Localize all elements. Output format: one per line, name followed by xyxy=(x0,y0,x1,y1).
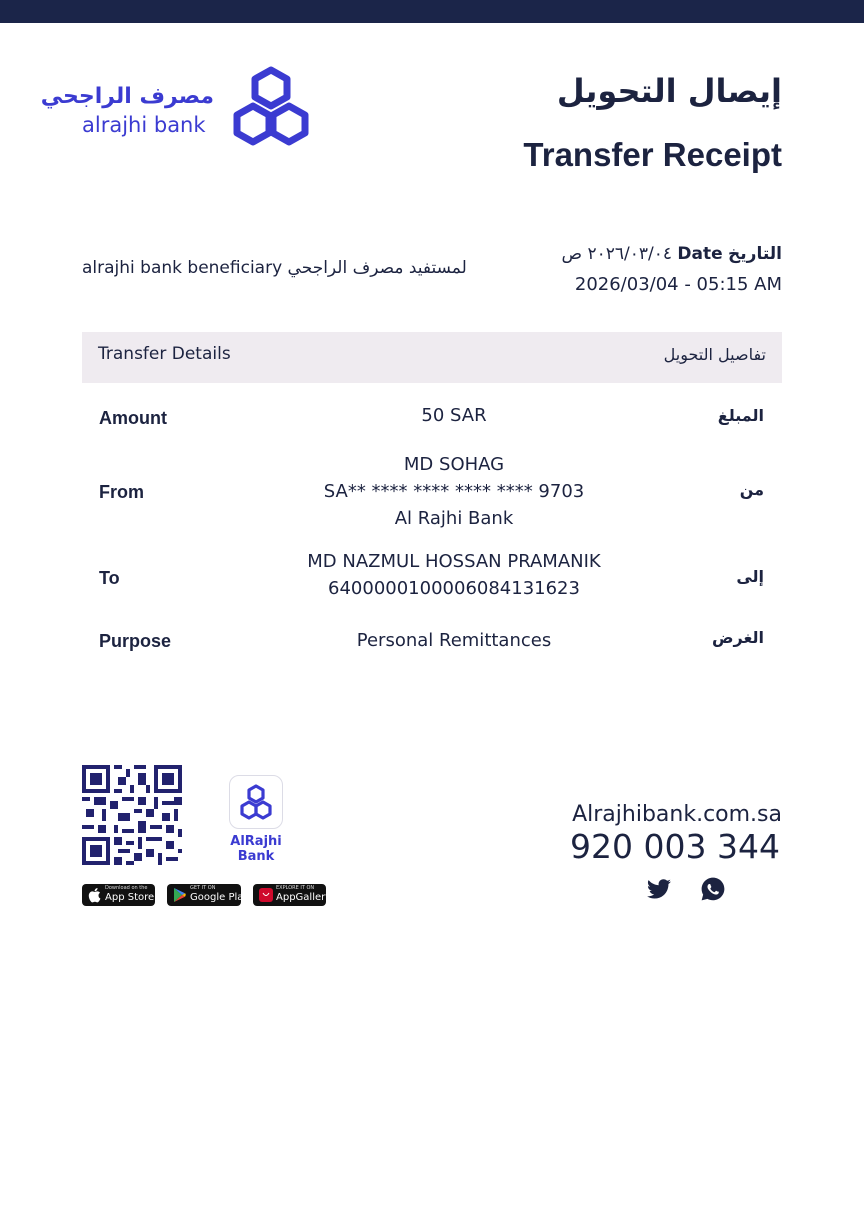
app-gallery-button[interactable] xyxy=(253,884,332,906)
date-label-ar: التاريخ xyxy=(728,244,782,264)
purpose-value xyxy=(232,627,676,654)
app-icon[interactable] xyxy=(229,775,283,829)
to-value xyxy=(232,548,676,602)
beneficiary-ar: لمستفيد مصرف الراجحي xyxy=(287,258,467,278)
purpose-label-en: Purpose xyxy=(99,631,172,651)
whatsapp-icon[interactable] xyxy=(700,876,726,902)
twitter-icon[interactable] xyxy=(646,876,672,902)
alrajhi-app-icon xyxy=(230,776,282,828)
google-play-button[interactable] xyxy=(167,884,250,906)
from-bank: Al Rajhi Bank xyxy=(394,508,514,529)
app-name: AlRajhi Bank xyxy=(230,834,282,864)
amount-value xyxy=(232,402,676,429)
title-english: Transfer Receipt xyxy=(523,136,782,173)
beneficiary-en: alrajhi bank beneficiary xyxy=(82,258,283,278)
to-label-en: To xyxy=(99,568,120,588)
alrajhi-logo-mark-icon xyxy=(226,66,316,152)
beneficiary-label xyxy=(82,258,467,278)
from-label-en: From xyxy=(99,482,144,502)
apple-icon xyxy=(88,887,102,903)
details-header-ar: تفاصيل التحويل xyxy=(663,345,766,364)
huawei-icon xyxy=(259,887,273,903)
transfer-details-header xyxy=(82,332,782,383)
purpose-line: Personal Remittances xyxy=(356,630,552,651)
date-value: 2026/03/04 - 05:15 AM xyxy=(574,274,782,295)
purpose-label-ar: الغرض xyxy=(712,628,764,647)
phone-number[interactable]: 920 003 344 xyxy=(570,827,780,866)
website-link[interactable]: Alrajhibank.com.sa xyxy=(572,802,782,827)
amount-label-ar: المبلغ xyxy=(717,406,764,425)
date-value-ar: ٢٠٢٦/٠٣/٠٤ ص xyxy=(561,244,672,264)
qr-code-icon[interactable] xyxy=(82,765,182,865)
google-play-icon xyxy=(173,887,187,903)
app-gallery-small: EXPLORE IT ON xyxy=(276,885,315,891)
google-play-small: GET IT ON xyxy=(190,885,216,891)
amount-label-en: Amount xyxy=(99,408,167,428)
app-store-label: App Store xyxy=(105,892,155,903)
from-label-ar: من xyxy=(739,480,764,499)
from-value xyxy=(232,451,676,532)
app-store-small: Download on the xyxy=(105,885,148,891)
google-play-label: Google Play xyxy=(190,892,250,903)
from-iban: SA** **** **** **** **** 9703 xyxy=(323,481,585,502)
alrajhi-logo xyxy=(40,66,314,152)
app-gallery-label: AppGallery xyxy=(276,892,332,903)
details-header-en: Transfer Details xyxy=(98,344,231,364)
from-name: MD SOHAG xyxy=(403,454,505,475)
date-label-en: Date xyxy=(677,244,723,264)
to-name: MD NAZMUL HOSSAN PRAMANIK xyxy=(307,551,601,572)
title-arabic: إيصال التحويل xyxy=(556,72,782,110)
logo-name-ar: مصرف الراجحي xyxy=(40,84,214,109)
app-store-button[interactable] xyxy=(82,884,155,906)
top-bar xyxy=(0,0,864,23)
to-label-ar: إلى xyxy=(736,567,764,586)
to-account: 6400000100006084131623 xyxy=(328,578,580,599)
amount-line: 50 SAR xyxy=(421,405,487,426)
date-label-row xyxy=(561,244,782,264)
logo-name-en: alrajhi bank xyxy=(82,113,206,137)
